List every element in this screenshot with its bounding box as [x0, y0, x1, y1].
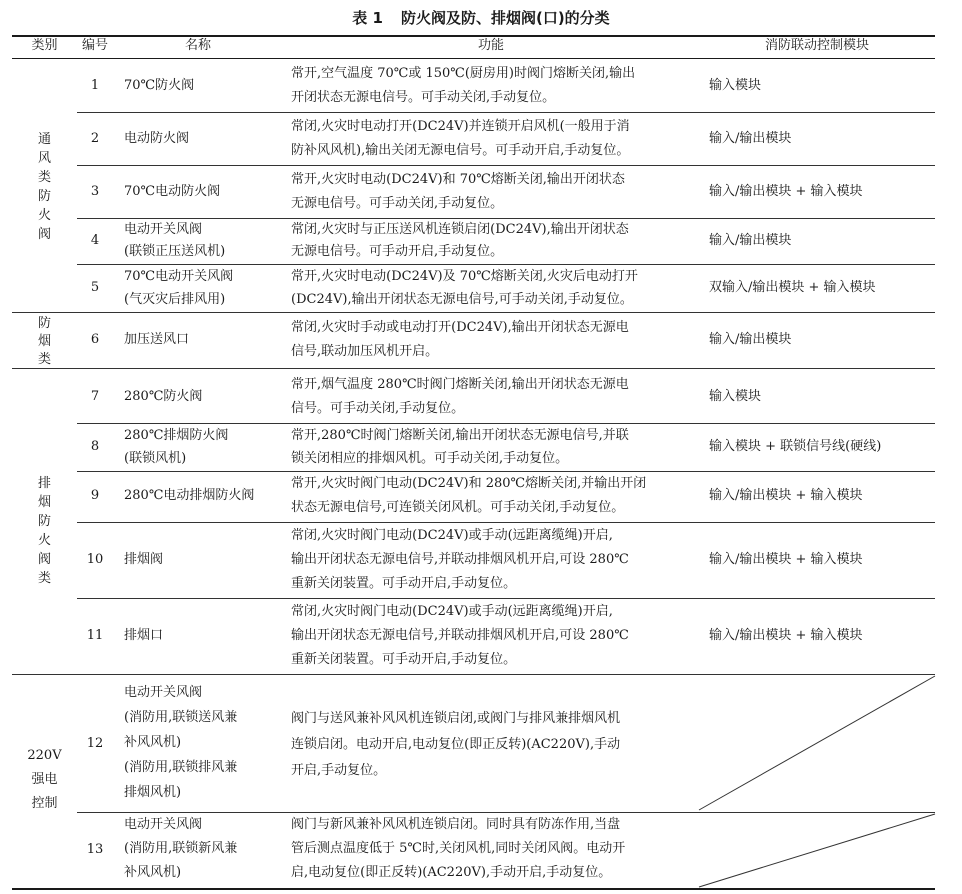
category-smoke-exhaust-damper: 排 烟 防 火 阀 类 — [37, 476, 51, 586]
diagonal-line-row-12 — [699, 676, 935, 810]
row-separator — [77, 112, 935, 113]
row-4-number: 4 — [90, 233, 100, 248]
row-5-name: 70℃电动开关风阀 (气灭灾后排风用) — [124, 269, 234, 307]
row-separator — [77, 522, 935, 523]
bottom-rule — [12, 888, 935, 890]
row-4-function: 常闭,火灾时与正压送风机连锁启闭(DC24V),输出开闭状态 无源电信号。可手动开启,手动复位。 — [291, 222, 629, 259]
row-3-function: 常开,火灾时电动(DC24V)和 70℃熔断关闭,输出开闭状态 无源电信号。可手动关闭,手动复位。 — [291, 172, 625, 211]
diagonal-line-row-13 — [699, 814, 935, 887]
row-1-name: 70℃防火阀 — [124, 78, 195, 93]
header-number: 编号 — [81, 38, 108, 53]
table-number: 表 1 — [352, 9, 383, 27]
table-caption: 防火阀及防、排烟阀(口)的分类 — [400, 9, 610, 27]
row-3-number: 3 — [90, 184, 100, 199]
row-10-module: 输入/输出模块 + 输入模块 — [709, 552, 863, 567]
row-10-number: 10 — [86, 552, 104, 567]
row-13-function: 阀门与新风兼补风风机连锁启闭。同时具有防冻作用,当盘 管后测点温度低于 5℃时,关闭风机,同时关闭风阀。电动开 启,电动复位(即正反转)(AC220V),手动开启,手动复位。 — [291, 817, 626, 880]
row-13-name: 电动开关风阀 (消防用,联锁新风兼 补风风机) — [124, 817, 238, 880]
row-6-module: 输入/输出模块 — [709, 332, 792, 347]
header-function: 功能 — [477, 38, 504, 53]
row-7-number: 7 — [90, 389, 100, 404]
row-2-module: 输入/输出模块 — [709, 131, 792, 146]
header-rule — [12, 58, 935, 59]
row-6-number: 6 — [90, 332, 100, 347]
row-10-name: 排烟阀 — [124, 552, 164, 567]
table-title — [0, 6, 962, 30]
row-5-number: 5 — [90, 280, 100, 295]
row-5-function: 常开,火灾时电动(DC24V)及 70℃熔断关闭,火灾后电动打开 (DC24V),输出开闭状态无源电信号,可手动关闭,手动复位。 — [291, 269, 638, 307]
header-name: 名称 — [184, 38, 211, 53]
category-ventilation-damper: 通 风 类 防 火 阀 — [37, 132, 51, 242]
row-3-module: 输入/输出模块 + 输入模块 — [709, 184, 863, 199]
row-8-number: 8 — [90, 439, 100, 454]
row-9-name: 280℃电动排烟防火阀 — [124, 488, 255, 503]
group-separator — [12, 674, 935, 675]
row-7-function: 常开,烟气温度 280℃时阀门熔断关闭,输出开闭状态无源电 信号。可手动关闭,手动复位。 — [291, 377, 629, 416]
row-10-function: 常闭,火灾时阀门电动(DC24V)或手动(远距离缆绳)开启, 输出开闭状态无源电信号,并联动排烟风机开启,可设 280℃ 重新关闭装置。可手动开启,手动复位。 — [291, 528, 629, 591]
row-3-name: 70℃电动防火阀 — [124, 184, 221, 199]
header-module: 消防联动控制模块 — [764, 38, 869, 53]
row-11-module: 输入/输出模块 + 输入模块 — [709, 628, 863, 643]
row-13-number: 13 — [86, 842, 104, 857]
row-4-name: 电动开关风阀 (联锁正压送风机) — [124, 222, 226, 259]
row-separator — [77, 598, 935, 599]
row-11-function: 常闭,火灾时阀门电动(DC24V)或手动(远距离缆绳)开启, 输出开闭状态无源电信号,并联动排烟风机开启,可设 280℃ 重新关闭装置。可手动开启,手动复位。 — [291, 604, 629, 667]
row-6-function: 常闭,火灾时手动或电动打开(DC24V),输出开闭状态无源电 信号,联动加压风机开启。 — [291, 320, 629, 359]
row-2-function: 常闭,火灾时电动打开(DC24V)并连锁开启风机(一般用于消 防补风风机),输出关闭无源电信号。可手动开启,手动复位。 — [291, 119, 630, 158]
row-4-module: 输入/输出模块 — [709, 233, 792, 248]
category-smoke-prevention: 防 烟 类 — [37, 316, 51, 367]
row-7-module: 输入模块 — [709, 389, 762, 404]
row-5-module: 双输入/输出模块 + 输入模块 — [709, 280, 876, 295]
row-8-name: 280℃排烟防火阀 (联锁风机) — [124, 428, 229, 466]
row-9-module: 输入/输出模块 + 输入模块 — [709, 488, 863, 503]
group-separator — [12, 312, 935, 313]
row-12-function: 阀门与送风兼补风风机连锁启闭,或阀门与排风兼排烟风机 连锁启闭。电动开启,电动复位(即正反转)(AC220V),手动 开启,手动复位。 — [291, 711, 621, 778]
row-12-name: 电动开关风阀 (消防用,联锁送风兼 补风风机) (消防用,联锁排风兼 排烟风机) — [124, 685, 238, 800]
row-11-number: 11 — [86, 628, 104, 643]
row-2-name: 电动防火阀 — [124, 131, 190, 146]
row-12-number: 12 — [86, 736, 104, 751]
row-11-name: 排烟口 — [124, 628, 164, 643]
row-6-name: 加压送风口 — [124, 332, 190, 347]
row-8-module: 输入模块 + 联锁信号线(硬线) — [709, 439, 882, 454]
row-9-function: 常开,火灾时阀门电动(DC24V)和 280℃熔断关闭,并输出开闭 状态无源电信号,可连锁关闭风机。可手动关闭,手动复位。 — [291, 476, 647, 515]
category-220v-control: 220V 强电 控制 — [27, 748, 62, 811]
row-1-function: 常开,空气温度 70℃或 150℃(厨房用)时阀门熔断关闭,输出 开闭状态无源电信号。可手动关闭,手动复位。 — [291, 66, 636, 105]
group-separator — [12, 368, 935, 369]
row-7-name: 280℃防火阀 — [124, 389, 203, 404]
row-8-function: 常开,280℃时阀门熔断关闭,输出开闭状态无源电信号,并联 锁关闭相应的排烟风机。可手动关闭,手动复位。 — [291, 428, 629, 466]
header-category: 类别 — [31, 38, 58, 53]
row-9-number: 9 — [90, 488, 100, 503]
row-separator — [77, 165, 935, 166]
row-1-number: 1 — [90, 78, 100, 93]
row-2-number: 2 — [90, 131, 100, 146]
row-1-module: 输入模块 — [709, 78, 762, 93]
